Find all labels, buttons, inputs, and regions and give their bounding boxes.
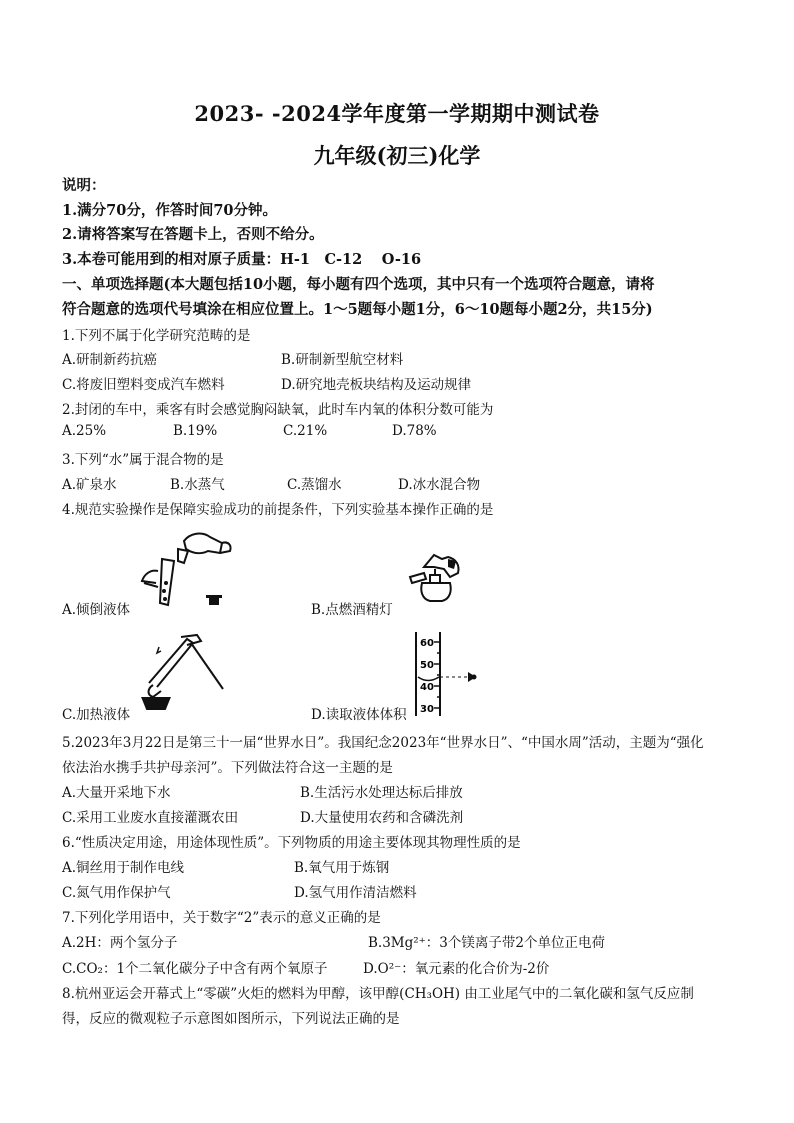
instructions-label: 说明： xyxy=(62,177,106,194)
lighting-alcohol-lamp-figure xyxy=(404,553,466,603)
q6-option-c: C.氮气用作保护气 xyxy=(62,885,171,901)
q5-option-a: A.大量开采地下水 xyxy=(62,785,171,801)
q5-option-c: C.采用工业废水直接灌溉农田 xyxy=(62,810,239,826)
section-heading-line1: 一、单项选择题(本大题包括10小题，每小题有四个选项，其中只有一个选项符合题意，请将 xyxy=(62,276,655,293)
q3-option-c: C.蒸馏水 xyxy=(287,477,342,493)
instruction-item: 2.请将答案写在答题卡上，否则不给分。 xyxy=(62,226,324,243)
exam-title: 2023- -2024学年度第一学期期中测试卷 xyxy=(194,101,600,126)
cylinder-tick: 50 xyxy=(420,660,434,671)
q7-option-a: A.2H：两个氢分子 xyxy=(62,935,178,951)
q7-option-d: D.O²⁻：氧元素的化合价为-2价 xyxy=(363,961,550,977)
q1-option-d: D.研究地壳板块结构及运动规律 xyxy=(281,377,472,393)
q1-option-c: C.将废旧塑料变成汽车燃料 xyxy=(62,377,225,393)
q5-stem-line2: 依法治水携手共护母亲河”。下列做法符合这一主题的是 xyxy=(62,760,393,776)
q8-stem-line2: 得，反应的微观粒子示意图如图所示，下列说法正确的是 xyxy=(62,1011,400,1027)
reading-cylinder-figure xyxy=(412,632,488,716)
q7-option-c: C.CO₂：1个二氧化碳分子中含有两个氧原子 xyxy=(62,961,328,977)
instruction-item: 3.本卷可能用到的相对原子质量：H-1 C-12 O-16 xyxy=(62,251,422,268)
section-heading-line2: 符合题意的选项代号填涂在相应位置上。1～5题每小题1分，6～10题每小题2分，共15分) xyxy=(62,301,653,318)
q4-option-c: C.加热液体 xyxy=(62,707,131,723)
q3-option-d: D.冰水混合物 xyxy=(398,477,481,493)
q2-option-b: B.19% xyxy=(173,423,218,439)
q8-stem-line1: 8.杭州亚运会开幕式上“零碳”火炬的燃料为甲醇，该甲醇(CH₃OH) 由工业尾气中的二氧化碳和氢气反应制 xyxy=(62,986,694,1002)
q6-option-b: B.氧气用于炼钢 xyxy=(294,860,390,876)
q1-option-a: A.研制新药抗癌 xyxy=(62,352,158,368)
q3-option-b: B.水蒸气 xyxy=(170,477,225,493)
q6-option-d: D.氢气用作清洁燃料 xyxy=(294,885,417,901)
cylinder-tick: 60 xyxy=(420,638,434,649)
q1-option-b: B.研制新型航空材料 xyxy=(281,352,404,368)
q4-option-d: D.读取液体体积 xyxy=(311,707,407,723)
q4-option-b: B.点燃酒精灯 xyxy=(311,602,393,618)
q2-option-c: C.21% xyxy=(283,423,328,439)
q6-option-a: A.铜丝用于制作电线 xyxy=(62,860,185,876)
q2-option-a: A.25% xyxy=(62,423,107,439)
q2-option-d: D.78% xyxy=(392,423,437,439)
q5-option-b: B.生活污水处理达标后排放 xyxy=(300,785,463,801)
pouring-liquid-figure xyxy=(138,527,238,611)
q1-stem: 1.下列不属于化学研究范畴的是 xyxy=(62,328,251,344)
q5-option-d: D.大量使用农药和含磷洗剂 xyxy=(300,810,464,826)
cylinder-tick: 30 xyxy=(420,704,434,715)
instruction-item: 1.满分70分，作答时间70分钟。 xyxy=(62,202,277,219)
q5-stem-line1: 5.2023年3月22日是第三十一届“世界水日”。我国纪念2023年“世界水日”、“中国水周”活动，主题为“强化 xyxy=(62,735,704,751)
q4-stem: 4.规范实验操作是保障实验成功的前提条件，下列实验基本操作正确的是 xyxy=(62,502,494,518)
q4-option-a: A.倾倒液体 xyxy=(62,602,131,618)
q3-option-a: A.矿泉水 xyxy=(62,477,117,493)
q3-stem: 3.下列“水”属于混合物的是 xyxy=(62,452,224,468)
exam-subtitle: 九年级(初三)化学 xyxy=(313,143,481,168)
cylinder-tick: 40 xyxy=(420,682,434,693)
q2-stem: 2.封闭的车中，乘客有时会感觉胸闷缺氧，此时车内氧的体积分数可能为 xyxy=(62,402,494,418)
q7-stem: 7.下列化学用语中，关于数字“2”表示的意义正确的是 xyxy=(62,910,381,926)
q7-option-b: B.3Mg²⁺：3个镁离子带2个单位正电荷 xyxy=(368,935,605,951)
q6-stem: 6.“性质决定用途，用途体现性质”。下列物质的用途主要体现其物理性质的是 xyxy=(62,835,521,851)
heating-liquid-figure xyxy=(133,629,229,713)
